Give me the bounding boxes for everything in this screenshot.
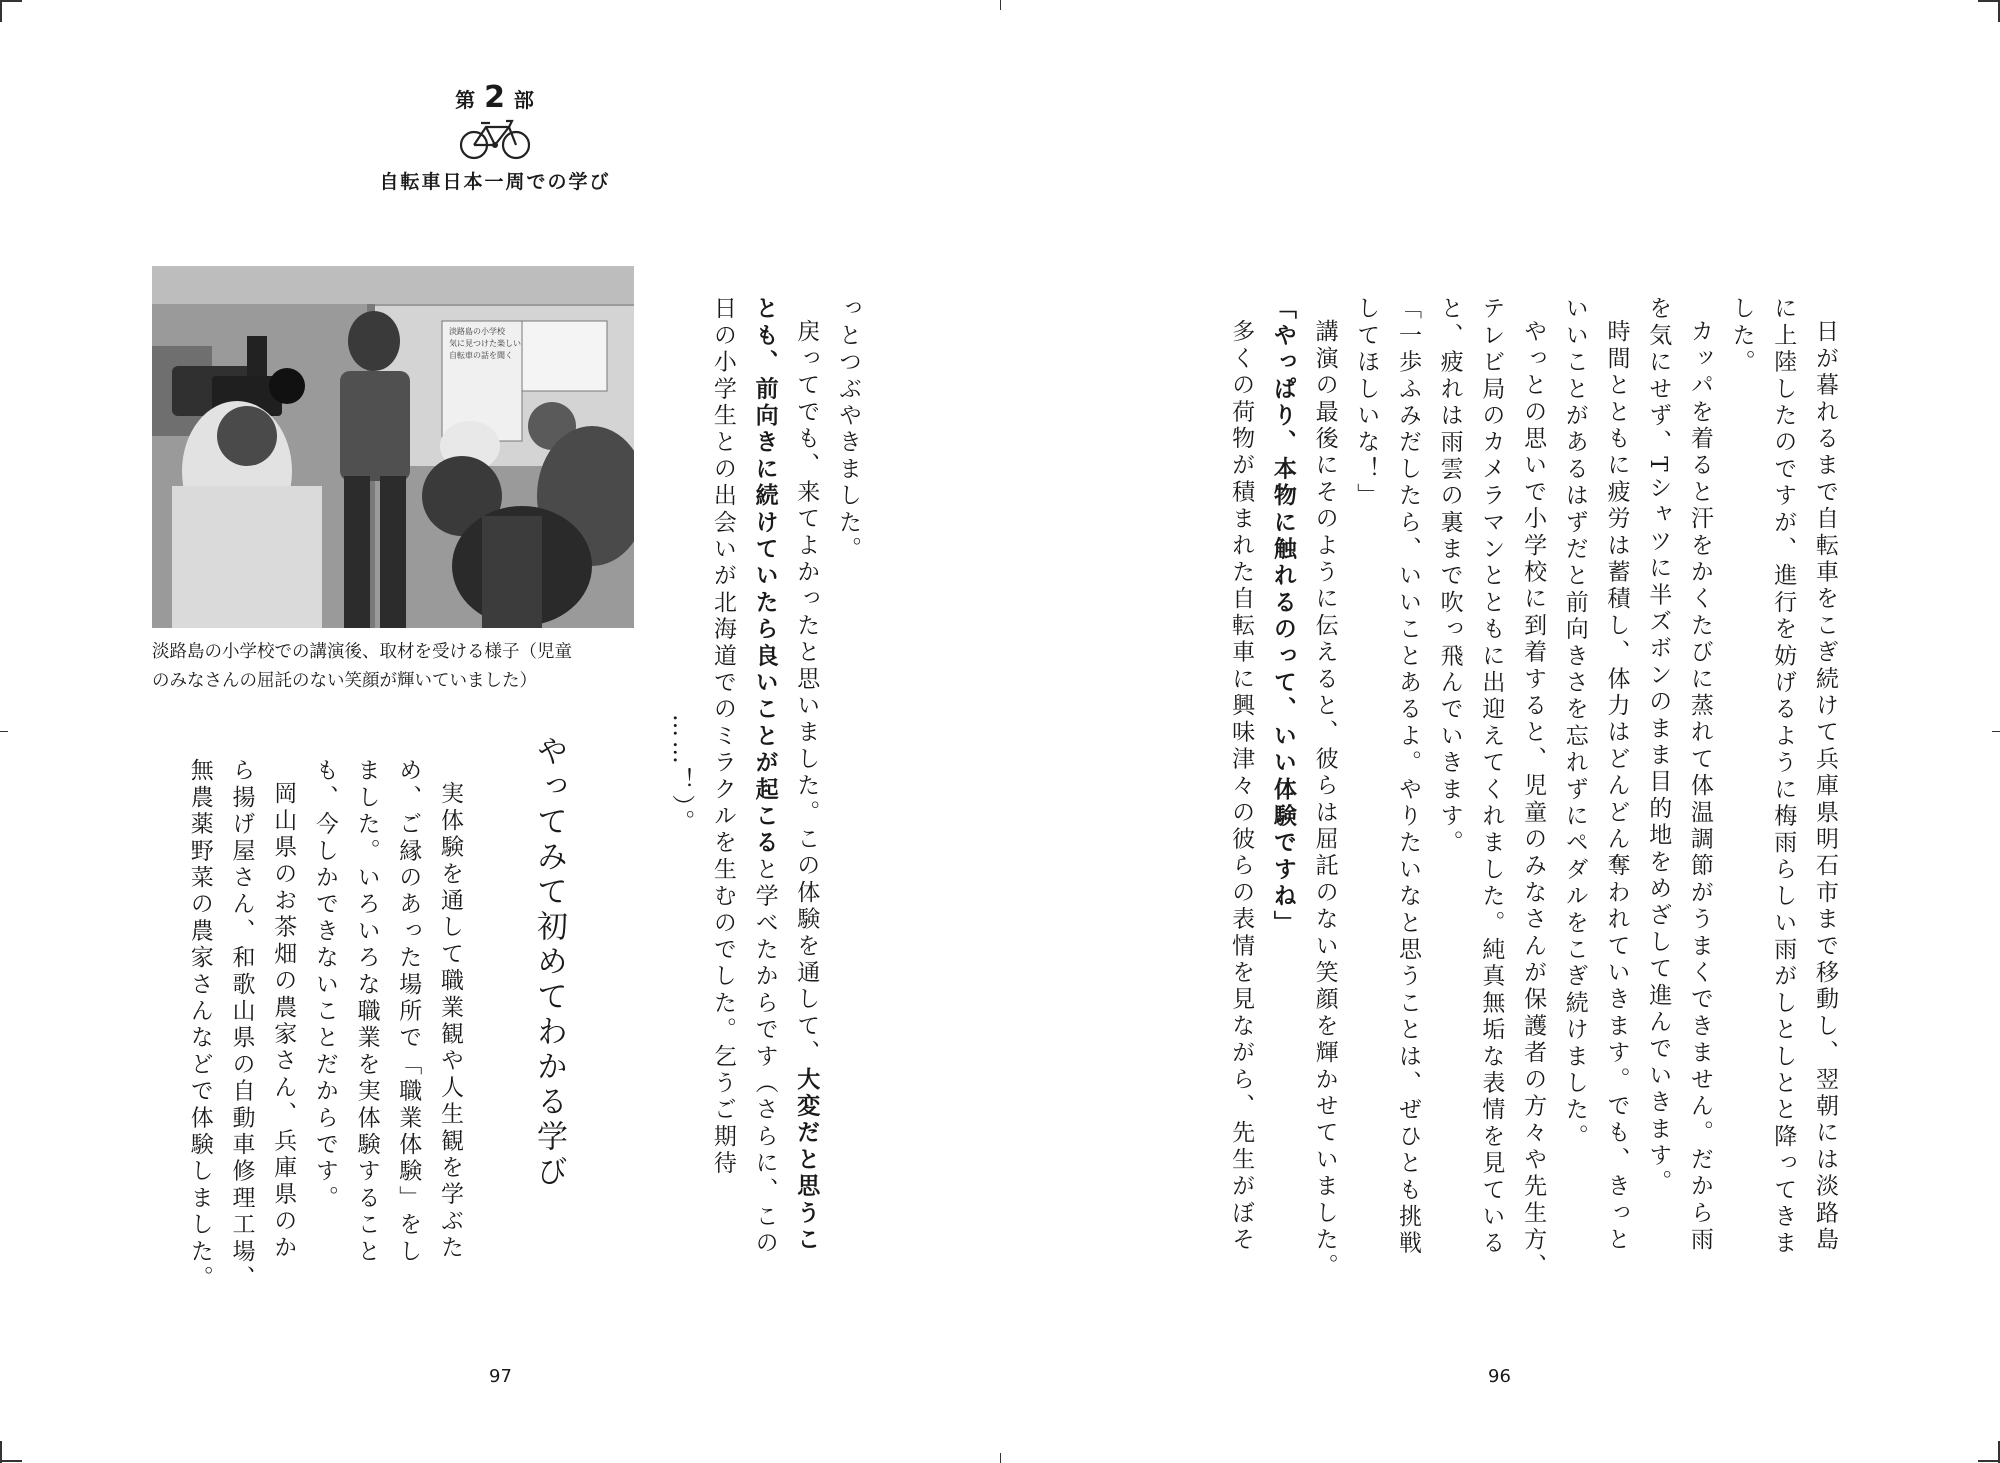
photo-poster-text: 淡路島の小学校 気に見つけた楽しい 自転車の話を聞く (449, 327, 521, 360)
caption-line: のみなさんの屈託のない笑顔が輝いていました） (152, 671, 537, 691)
section-heading: やってみて初めてわかる学び (531, 735, 567, 1190)
crop-mark (0, 0, 22, 2)
paragraph-line: ました。いろいろな職業を実体験すること (353, 758, 380, 1266)
crop-mark (1000, 1453, 1001, 1463)
paragraph-line: ら揚げ屋さん、和歌山県の自動車修理工場、 (228, 758, 255, 1292)
crop-mark (1992, 731, 2000, 732)
bold-text: 大変だと思うこ (793, 1066, 820, 1254)
part-suffix: 部 (513, 88, 535, 112)
line-text: と学べたからです（さらに、この (751, 856, 778, 1258)
part-title: 自転車日本一周での学び (379, 171, 611, 193)
paragraph-line: やっとの思いで小学校に到着すると、児童のみなさんが保護者の方々や先生方、 (1520, 319, 1547, 1281)
part-number-digit: 2 (484, 80, 506, 115)
paragraph-line: 無農薬野菜の農家さんなどで体験しました。 (186, 758, 213, 1292)
paragraph-line: め、ご縁のあった場所で「職業体験」をし (395, 758, 422, 1266)
bold-quote-text: 「やっぱり、本物に触れるのって、いい体験ですね」 (1269, 296, 1296, 937)
paragraph-line: いいことがあるはずだと前向きさを忘れずにペダルをこぎ続けました。 (1561, 296, 1588, 1151)
crop-mark (1978, 0, 2000, 2)
right-page-body (1150, 296, 1845, 1316)
part-number (370, 80, 620, 115)
paragraph-line: した。 (1728, 296, 1755, 377)
paragraph-line: も、今しかできないことだからです。 (311, 758, 338, 1212)
page-number-left: 97 (489, 1366, 512, 1387)
paragraph-line: ……！）。 (668, 714, 695, 836)
part-prefix: 第 (455, 88, 477, 112)
paragraph-line: カッパを着ると汗をかくたびに蒸れて体温調節がうまくできません。だから雨 (1686, 319, 1713, 1254)
paragraph-line: に上陸したのですが、進行を妨げるように梅雨らしい雨がしとしとと降ってきま (1770, 296, 1797, 1258)
bold-text: とも、前向きに続けていたら良いことが起こる (751, 296, 778, 857)
crop-mark (0, 1460, 22, 1462)
quote-line: 「一歩ふみだしたら、いいことあるよ。やりたいなと思うことは、ぜひとも挑戦 (1394, 296, 1421, 1258)
photo-caption (152, 638, 652, 696)
paragraph-line (785, 296, 827, 1254)
line-text: 戻ってでも、来てよかったと思いました。この体験を通して、 (793, 319, 820, 1067)
crop-mark (0, 0, 2, 22)
paragraph-line: 日が暮れるまで自転車をこぎ続けて兵庫県明石市まで移動し、翌朝には淡路島 (1812, 319, 1838, 1254)
interview-photo (152, 266, 634, 628)
left-page-body-lower (150, 758, 470, 1292)
paragraph-line: 講演の最後にそのように伝えると、彼らは屈託のない笑顔を輝かせていました。 (1311, 319, 1338, 1281)
left-page-body-upper (658, 296, 868, 1258)
bold-quote (1261, 296, 1303, 1316)
paragraph-line: テレビ局のカメラマンとともに出迎えてくれました。純真無垢な表情を見ている (1478, 296, 1505, 1258)
paragraph-line (743, 296, 785, 1258)
paragraph-line: っとつぶやきました。 (835, 296, 861, 563)
paragraph-line: 多くの荷物が積まれた自転車に興味津々の彼らの表情を見ながら、先生がぼそ (1228, 319, 1255, 1254)
crop-mark (0, 731, 8, 732)
crop-mark (1000, 0, 1001, 10)
caption-line: 淡路島の小学校での講演後、取材を受ける様子（児童 (152, 642, 572, 662)
paragraph-line: 岡山県のお茶畑の農家さん、兵庫県のか (270, 781, 297, 1262)
paragraph-line: を気にせず、Tシャツに半ズボンのまま目的地をめざして進んでいきます。 (1645, 296, 1672, 1197)
page-number-right: 96 (1488, 1366, 1511, 1387)
paragraph-line: 日の小学生との出会いが北海道でのミラクルを生むのでした。乞うご期待 (709, 296, 736, 1178)
paragraph-line: 実体験を通して職業観や人生観を学ぶた (437, 781, 463, 1262)
crop-mark (0, 1441, 2, 1463)
quote-line: してほしいな！」 (1353, 296, 1380, 510)
chapter-header (370, 80, 620, 194)
paragraph-line: 時間とともに疲労は蓄積し、体力はどんどん奪われていきます。でも、きっと (1603, 319, 1630, 1254)
crop-mark (1978, 1460, 2000, 1462)
paragraph-line: と、疲れは雨雲の裏まで吹っ飛んでいきます。 (1436, 296, 1463, 857)
bicycle-icon (459, 117, 531, 161)
